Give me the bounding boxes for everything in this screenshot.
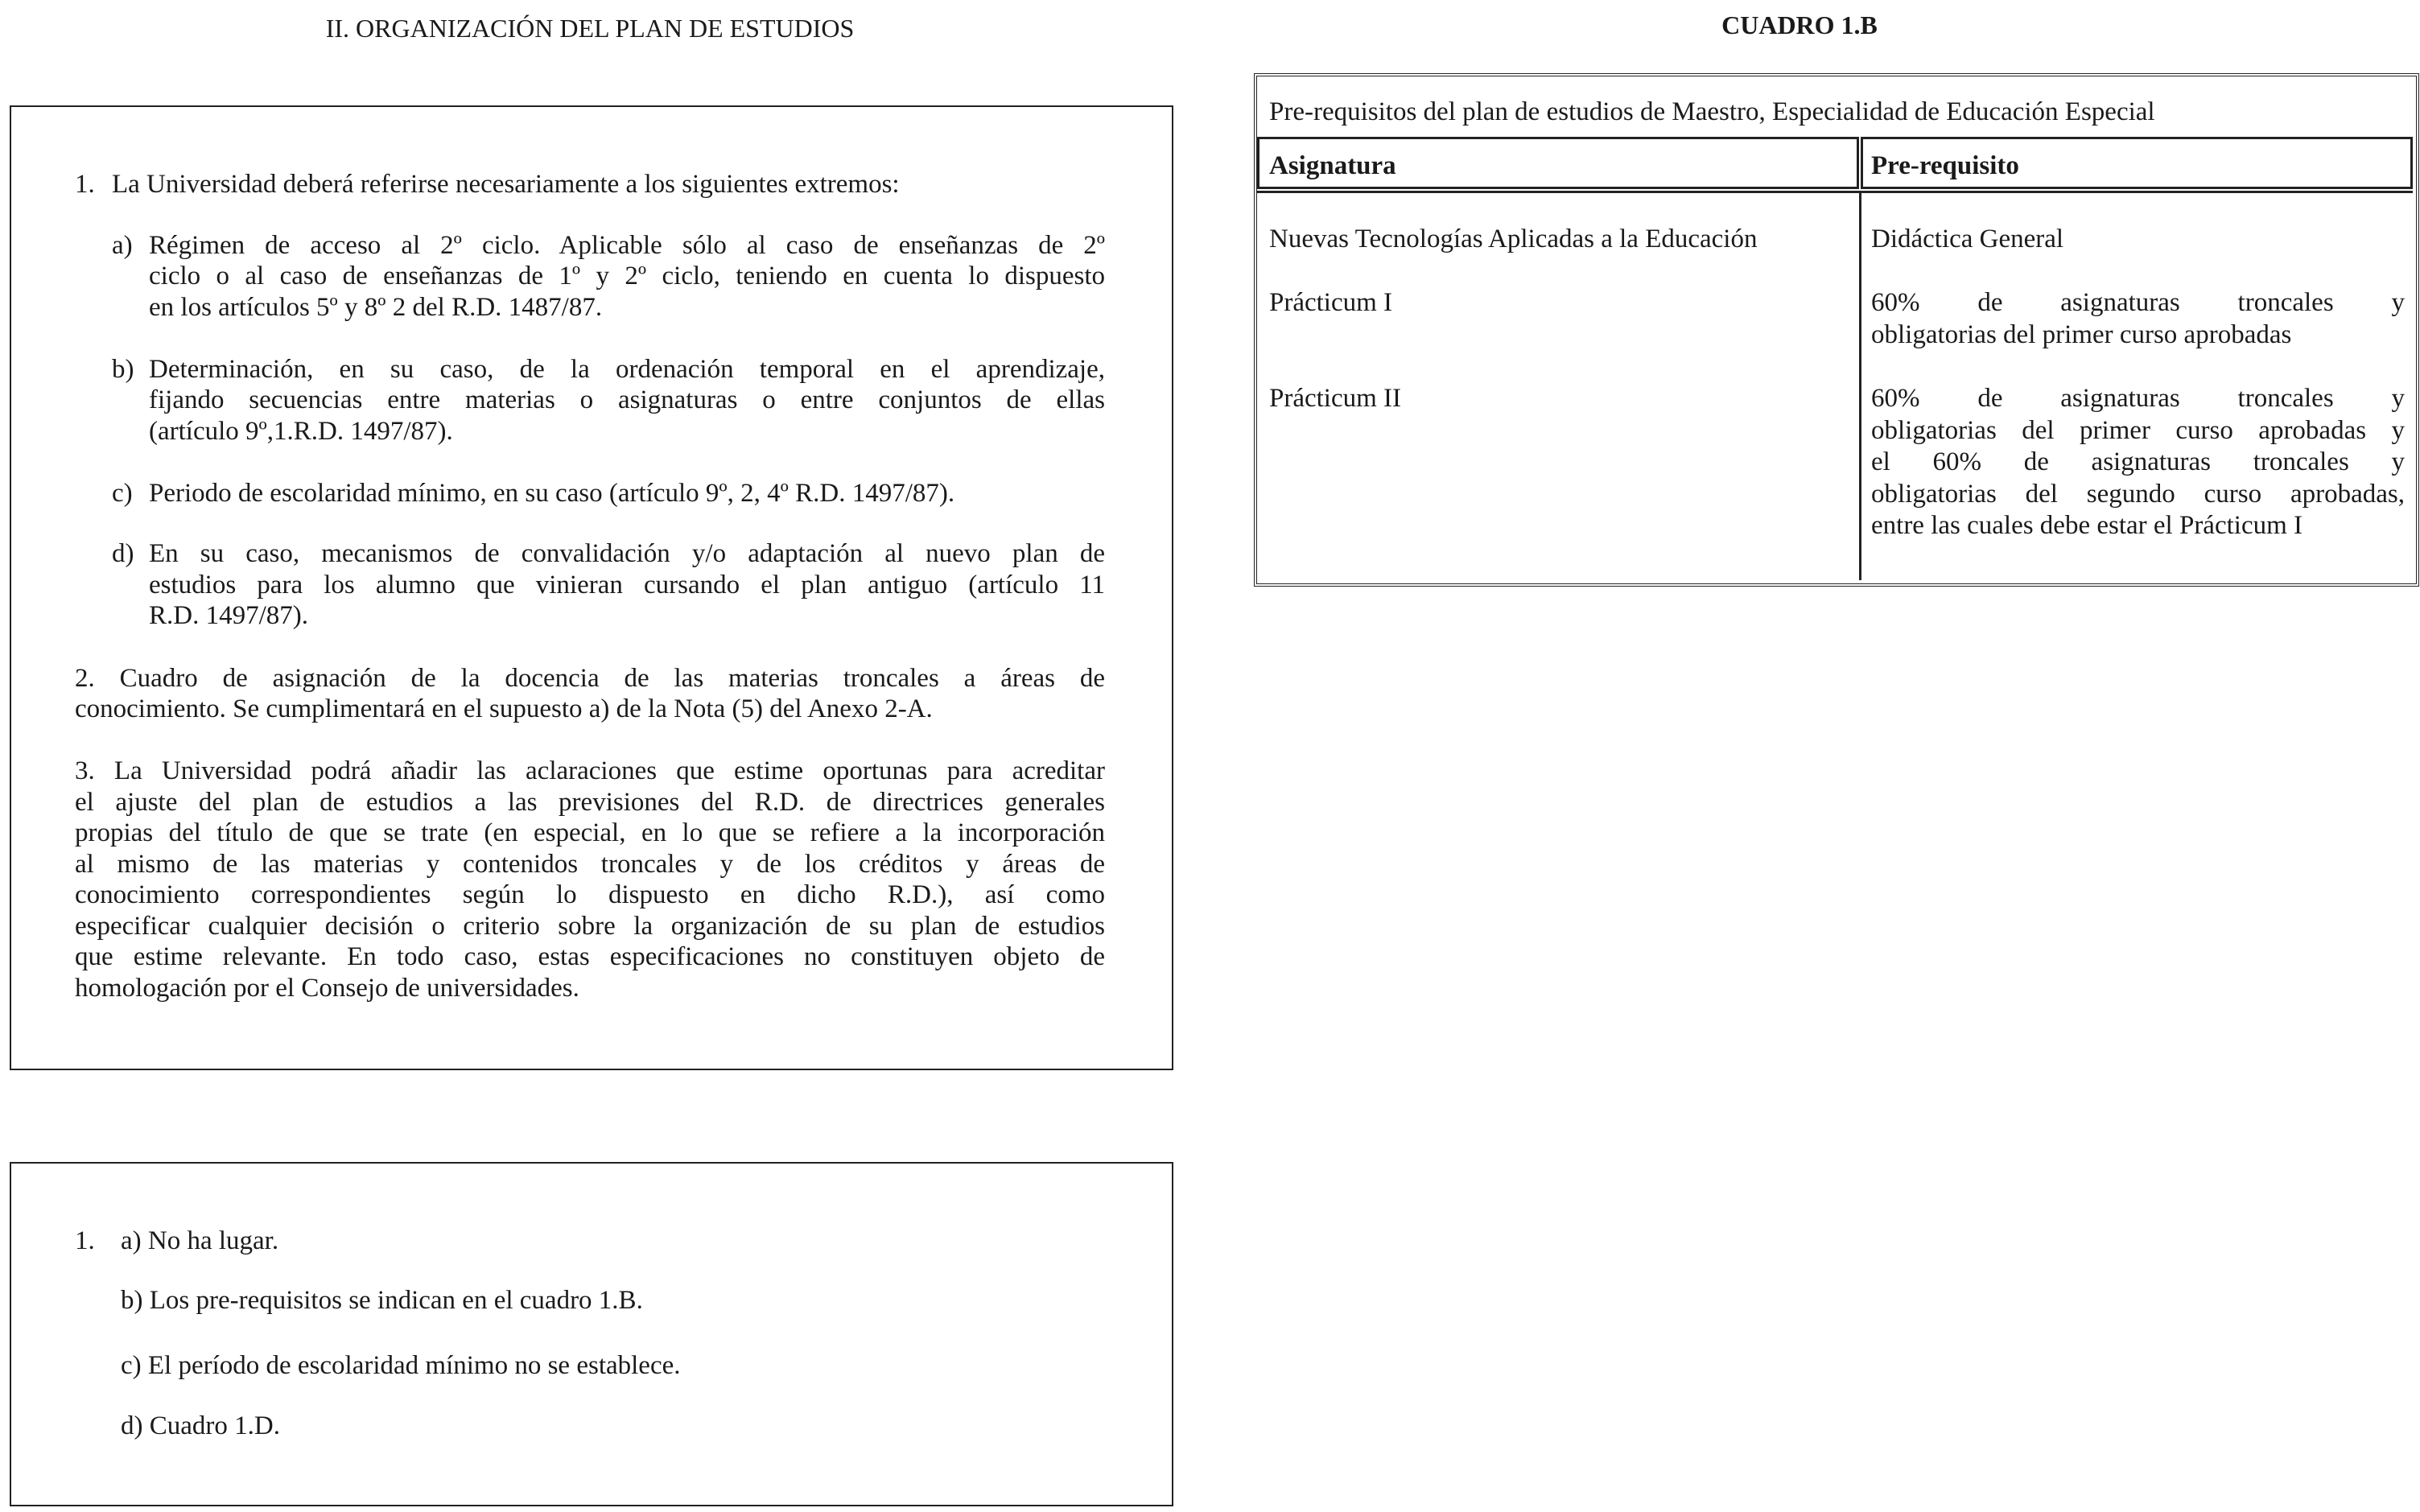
item-b-line: Determinación, en su caso, de la ordenación temporal en el aprendizaje, [149, 355, 1105, 384]
item-d-line: En su caso, mecanismos de convalidación y/o adaptación al nuevo plan de [149, 539, 1105, 568]
row-prereq-line: entre las cuales debe estar el Prácticum I [1871, 511, 2303, 540]
column-header: Pre-requisito [1871, 151, 2019, 180]
item-3-line: homologación por el Consejo de universidades. [75, 974, 579, 1003]
item-b-label: b) [112, 355, 134, 384]
row-prereq-line: 60% de asignaturas troncales y [1871, 384, 2405, 413]
answer-a: a) No ha lugar. [121, 1226, 279, 1255]
item-3-line: al mismo de las materias y contenidos troncales y de los créditos y áreas de [75, 850, 1105, 879]
item-a-line: Régimen de acceso al 2º ciclo. Aplicable sólo al caso de enseñanzas de 2º [149, 231, 1105, 260]
item-3-line: 3. La Universidad podrá añadir las aclaraciones que estime oportunas para acreditar [75, 756, 1105, 785]
column-header: Asignatura [1269, 151, 1396, 180]
row-prereq-line: obligatorias del primer curso aprobadas y [1871, 416, 2405, 445]
item-b-line: fijando secuencias entre materias o asignaturas o entre conjuntos de ellas [149, 385, 1105, 414]
item-d-line: R.D. 1497/87). [149, 601, 308, 630]
row-subject: Nuevas Tecnologías Aplicadas a la Educación [1269, 225, 1758, 253]
table-heading: CUADRO 1.B [1721, 10, 1878, 39]
answer-number: 1. [75, 1226, 95, 1255]
item-d-line: estudios para los alumno que vinieran cursando el plan antiguo (artículo 11 [149, 571, 1105, 599]
section-heading: II. ORGANIZACIÓN DEL PLAN DE ESTUDIOS [325, 14, 855, 43]
item-3-line: propias del título de que se trate (en especial, en lo que se refiere a la incorporación [75, 818, 1105, 847]
row-prereq-line: obligatorias del segundo curso aprobadas, [1871, 480, 2405, 509]
item-3-line: el ajuste del plan de estudios a las previsiones del R.D. de directrices generales [75, 788, 1105, 817]
item-a-line: ciclo o al caso de enseñanzas de 1º y 2º ciclo, teniendo en cuenta lo dispuesto [149, 262, 1105, 290]
item-a-label: a) [112, 231, 133, 260]
item-2-line: 2. Cuadro de asignación de la docencia de las materias troncales a áreas de [75, 664, 1105, 693]
item-1-text: La Universidad deberá referirse necesariamente a los siguientes extremos: [112, 170, 900, 199]
row-subject: Prácticum II [1269, 384, 1402, 413]
item-d-label: d) [112, 539, 134, 568]
item-c-line: Periodo de escolaridad mínimo, en su caso (artículo 9º, 2, 4º R.D. 1497/87). [149, 479, 955, 508]
row-prereq-line: Didáctica General [1871, 225, 2064, 253]
item-c-label: c) [112, 479, 133, 508]
item-1-number: 1. [75, 170, 95, 199]
item-3-line: especificar cualquier decisión o criterio sobre la organización de su plan de estudios [75, 912, 1105, 941]
row-prereq-line: 60% de asignaturas troncales y [1871, 288, 2405, 317]
item-3-line: conocimiento correspondientes según lo dispuesto en dicho R.D.), así como [75, 880, 1105, 909]
row-subject: Prácticum I [1269, 288, 1393, 317]
answers-box [10, 1162, 1173, 1506]
table-caption: Pre-requisitos del plan de estudios de Maestro, Especialidad de Educación Especial [1269, 97, 2155, 126]
answer-c: c) El período de escolaridad mínimo no se establece. [121, 1351, 681, 1380]
item-a-line: en los artículos 5º y 8º 2 del R.D. 1487/87. [149, 293, 603, 322]
item-2-line: conocimiento. Se cumplimentará en el supuesto a) de la Nota (5) del Anexo 2-A. [75, 694, 933, 723]
answer-b: b) Los pre-requisitos se indican en el cuadro 1.B. [121, 1286, 643, 1315]
row-prereq-line: obligatorias del primer curso aprobadas [1871, 320, 2292, 349]
row-prereq-line: el 60% de asignaturas troncales y [1871, 447, 2405, 476]
answer-d: d) Cuadro 1.D. [121, 1411, 280, 1440]
item-3-line: que estime relevante. En todo caso, estas especificaciones no constituyen objeto de [75, 942, 1105, 971]
item-b-line: (artículo 9º,1.R.D. 1497/87). [149, 417, 453, 446]
